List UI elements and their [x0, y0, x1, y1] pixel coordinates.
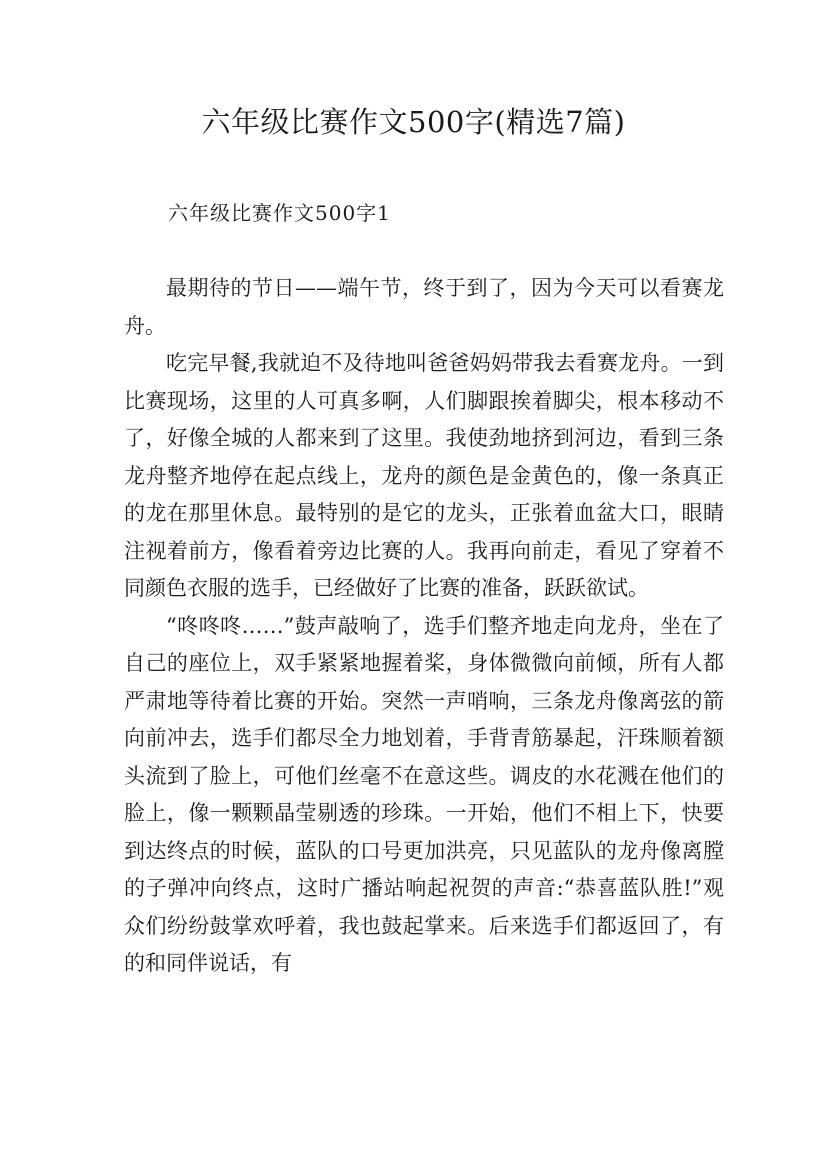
section-heading: 六年级比赛作文500字1 [168, 201, 391, 225]
document-title: 六年级比赛作文500字(精选7篇) [201, 105, 626, 139]
body-text [124, 270, 724, 983]
paragraph-3: “咚咚咚……”鼓声敲响了，选手们整齐地走向龙舟，坐在了自己的座位上，双手紧紧地握着桨，身体微微向前倾，所有人都严肃地等待着比赛的开始。突然一声哨响，三条龙舟像离弦的箭向前冲去，选手们都尽全力地划着，手背青筋暴起，汗珠顺着额头流到了脸上，可他们丝毫不在意这些。调皮的水花溅在他们的脸上，像一颗颗晶莹剔透的珍珠。一开始，他们不相上下，快要到达终点的时候，蓝队的口号更加洪亮，只见蓝队的龙舟像离膛的子弹冲向终点，这时广播站响起祝贺的声音:“恭喜蓝队胜!”观众们纷纷鼓掌欢呼着，我也鼓起掌来。后来选手们都返回了，有的和同伴说话，有 [124, 613, 724, 975]
paragraph-1: 最期待的节日——端午节，终于到了，因为今天可以看赛龙舟。 [124, 276, 724, 338]
paragraph-2: 吃完早餐,我就迫不及待地叫爸爸妈妈带我去看赛龙舟。一到比赛现场，这里的人可真多啊，人们脚跟挨着脚尖，根本移动不了，好像全城的人都来到了这里。我使劲地挤到河边，看到三条龙舟整齐地停在起点线上，龙舟的颜色是金黄色的，像一条真正的龙在那里休息。最特别的是它的龙头，正张着血盆大口，眼睛注视着前方，像看着旁边比赛的人。我再向前走，看见了穿着不同颜色衣服的选手，已经做好了比赛的准备，跃跃欲试。 [124, 351, 724, 600]
